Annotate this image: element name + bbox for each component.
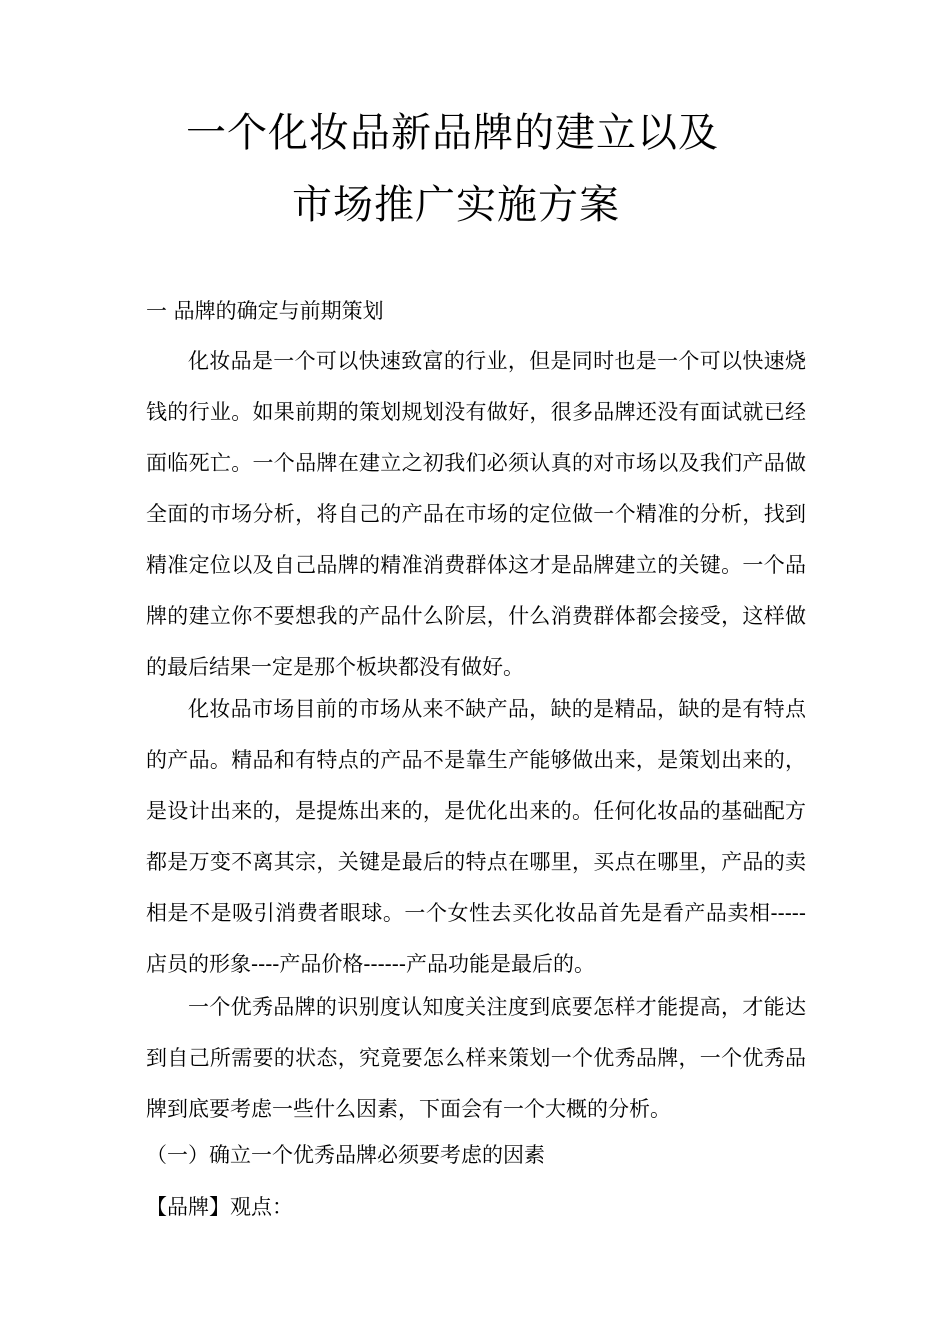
- section-heading: 一 品牌的确定与前期策划: [146, 299, 384, 323]
- document-title-line-2: 市场推广实施方案: [292, 182, 620, 228]
- paragraph-3: 一个优秀品牌的识别度认知度关注度到底要怎样才能提高，才能达到自己所需要的状态，究竟要怎么样来策划一个优秀品牌，一个优秀品牌到底要考虑一些什么因素，下面会有一个大概的分析。: [146, 995, 806, 1121]
- document-title-line-1: 一个化妆品新品牌的建立以及: [186, 110, 719, 156]
- subsection-heading: （一）确立一个优秀品牌必须要考虑的因素: [146, 1143, 545, 1167]
- viewpoint-label: 【品牌】观点：: [146, 1195, 293, 1219]
- paragraph-1: 化妆品是一个可以快速致富的行业，但是同时也是一个可以快速烧钱的行业。如果前期的策划规划没有做好，很多品牌还没有面试就已经面临死亡。一个品牌在建立之初我们必须认真的对市场以及我们产品做全面的市场分析，将自己的产品在市场的定位做一个精准的分析，找到精准定位以及自己品牌的精准消费群体这才是品牌建立的关键。一个品牌的建立你不要想我的产品什么阶层，什么消费群体都会接受，这样做的最后结果一定是那个板块都没有做好。: [146, 349, 806, 679]
- paragraph-2: 化妆品市场目前的市场从来不缺产品，缺的是精品，缺的是有特点的产品。精品和有特点的产品不是靠生产能够做出来，是策划出来的，是设计出来的，是提炼出来的，是优化出来的。任何化妆品的基础配方都是万变不离其宗，关键是最后的特点在哪里，买点在哪里，产品的卖相是不是吸引消费者眼球。一个女性去买化妆品首先是看产品卖相-----店员的形象----产品价格------产品功能是最后的。: [146, 697, 806, 976]
